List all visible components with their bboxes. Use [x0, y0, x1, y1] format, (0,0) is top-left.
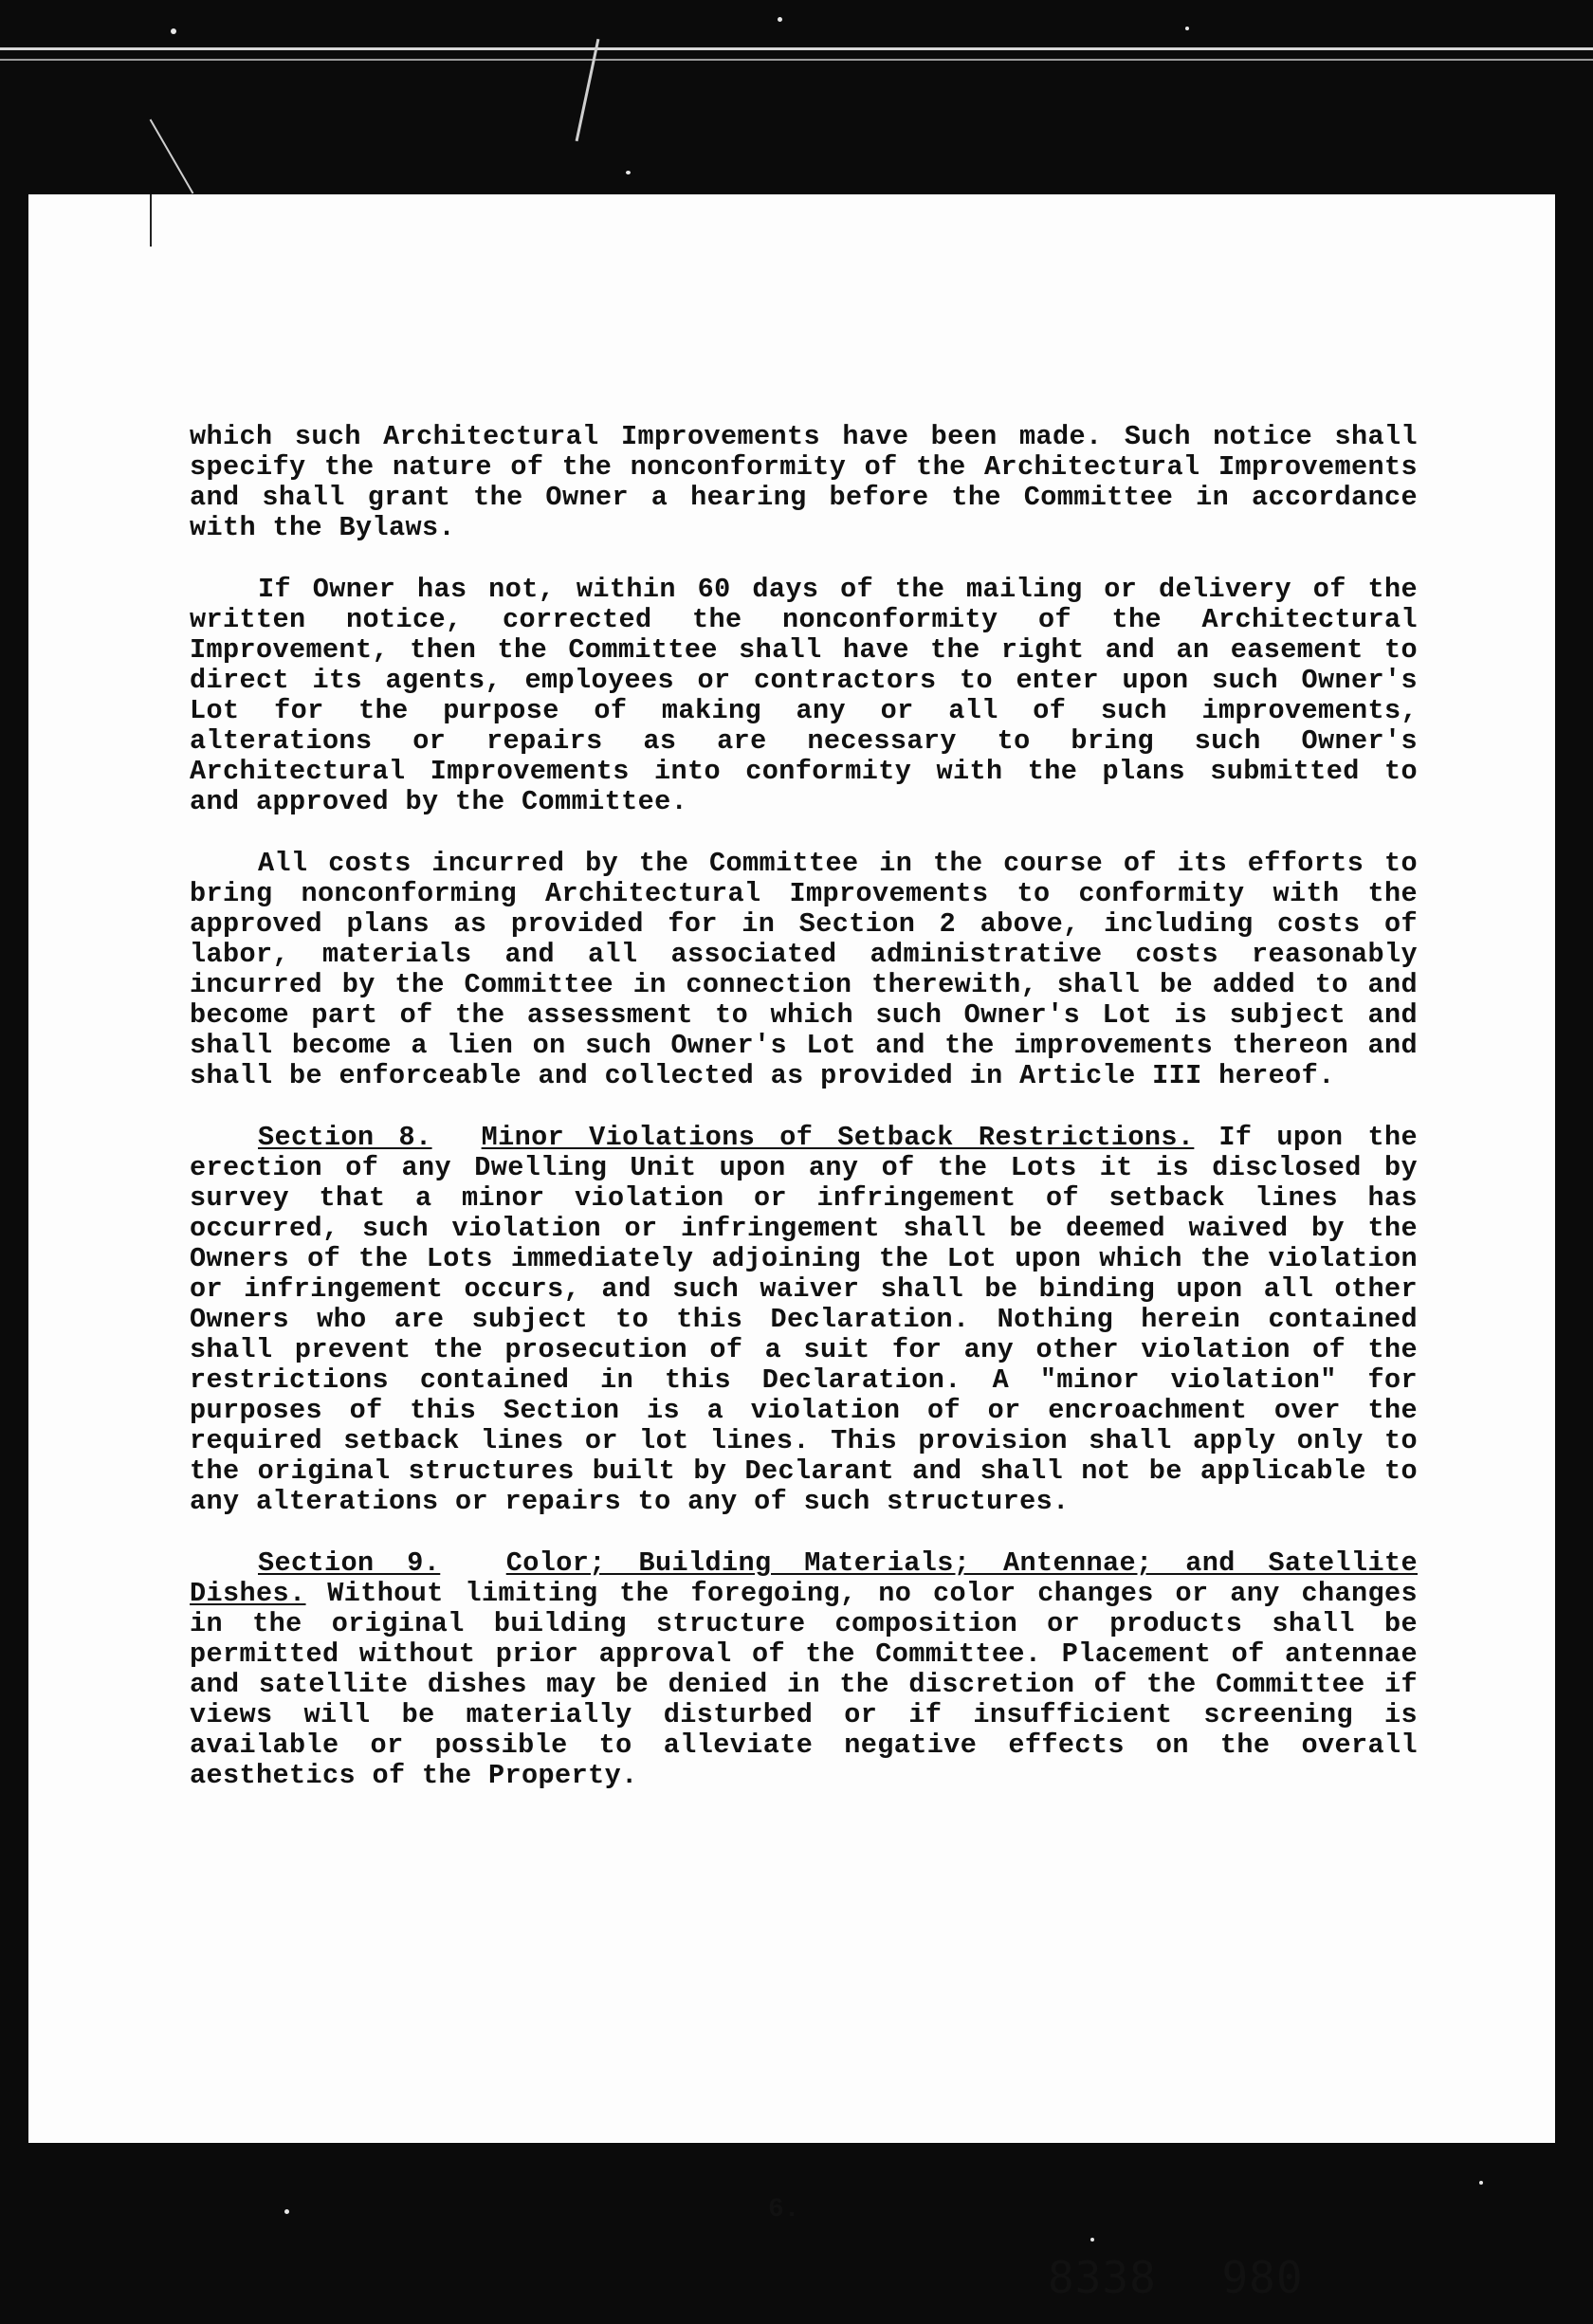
scan-noise-dot: [1479, 2181, 1483, 2185]
scan-noise-dot: [1185, 27, 1189, 30]
section-9-heading: Color; Building Materials; Antennae; and Satellite Dishes.: [190, 1547, 1419, 1609]
scan-noise-dot: [1090, 2238, 1094, 2242]
scan-noise-dot: [171, 28, 176, 34]
section-8-text: If upon the erection of any Dwelling Unit upon any of the Lots it is disclosed by survey that a minor violation or infringement of setback lines has occurred, such violation or infringement shall be deemed waived by the Owners of the Lots immediately adjoining the Lot upon which the violation or infringement occurs, and such waiver shall be binding upon all other Owners who are subject to this Declaration. Nothing herein contained shall prevent the prosecution of a suit for any other violation of the restrictions contained in this Declaration. A "minor violation" for purposes of this Section is a violation of or encroachment over the required setback lines or lot lines. This provision shall apply only to the original structures built by Declarant and shall not be applicable to any alterations or repairs to any of such structures.: [190, 1122, 1418, 1517]
section-9-label: Section 9.: [258, 1547, 441, 1579]
section-9-text: Without limiting the foregoing, no color changes or any changes in the original building structure composition or products shall be permitted without prior approval of the Committee. Placement of antennae and satellite dishes may be denied in the discretion of the Committee if views will be materially disturbed or if insufficient screening is available or possible to alleviate negative effects on the overall aesthetics of the Property.: [190, 1578, 1418, 1791]
page-mark: [150, 194, 152, 247]
scan-noise-dot: [778, 17, 782, 22]
page-number: 6.: [768, 2195, 800, 2224]
scan-artifact-line: [150, 119, 194, 194]
paragraph: If Owner has not, within 60 days of the mailing or delivery of the written notice, corrected the nonconformity of the Architectural Improvement, then the Committee shall have the right and an easement to direct its agents, employees or contractors to enter upon such Owner's Lot for the purpose of making any or all of such improvements, alterations or repairs as are necessary to bring such Owner's Architectural Improvements into conformity with the plans submitted to and approved by the Committee.: [190, 574, 1418, 817]
section-9: [190, 1548, 1418, 1791]
recording-stamp: 8338 980: [1048, 2252, 1304, 2303]
document-page: [28, 194, 1555, 2303]
section-8: [190, 1123, 1418, 1517]
section-8-label: Section 8.: [258, 1122, 432, 1153]
document-body: [190, 422, 1418, 1822]
scan-artifact-line: [576, 39, 600, 141]
scan-top-rule: [0, 47, 1593, 50]
paragraph: All costs incurred by the Committee in the course of its efforts to bring nonconforming Architectural Improvements to conformity with the approved plans as provided for in Section 2 above, including costs of labor, materials and all associated administrative costs reasonably incurred by the Committee in connection therewith, shall be added to and become part of the assessment to which such Owner's Lot is subject and shall become a lien on such Owner's Lot and the improvements thereon and shall be enforceable and collected as provided in Article III hereof.: [190, 848, 1418, 1091]
section-8-heading: Minor Violations of Setback Restrictions.: [481, 1122, 1195, 1153]
paragraph: which such Architectural Improvements have been made. Such notice shall specify the nature of the nonconformity of the Architectural Improvements and shall grant the Owner a hearing before the Committee in accordance with the Bylaws.: [190, 421, 1418, 543]
scan-noise-dot: [284, 2209, 289, 2214]
scan-noise-dot: [626, 171, 631, 174]
scan-top-rule-secondary: [0, 59, 1593, 61]
